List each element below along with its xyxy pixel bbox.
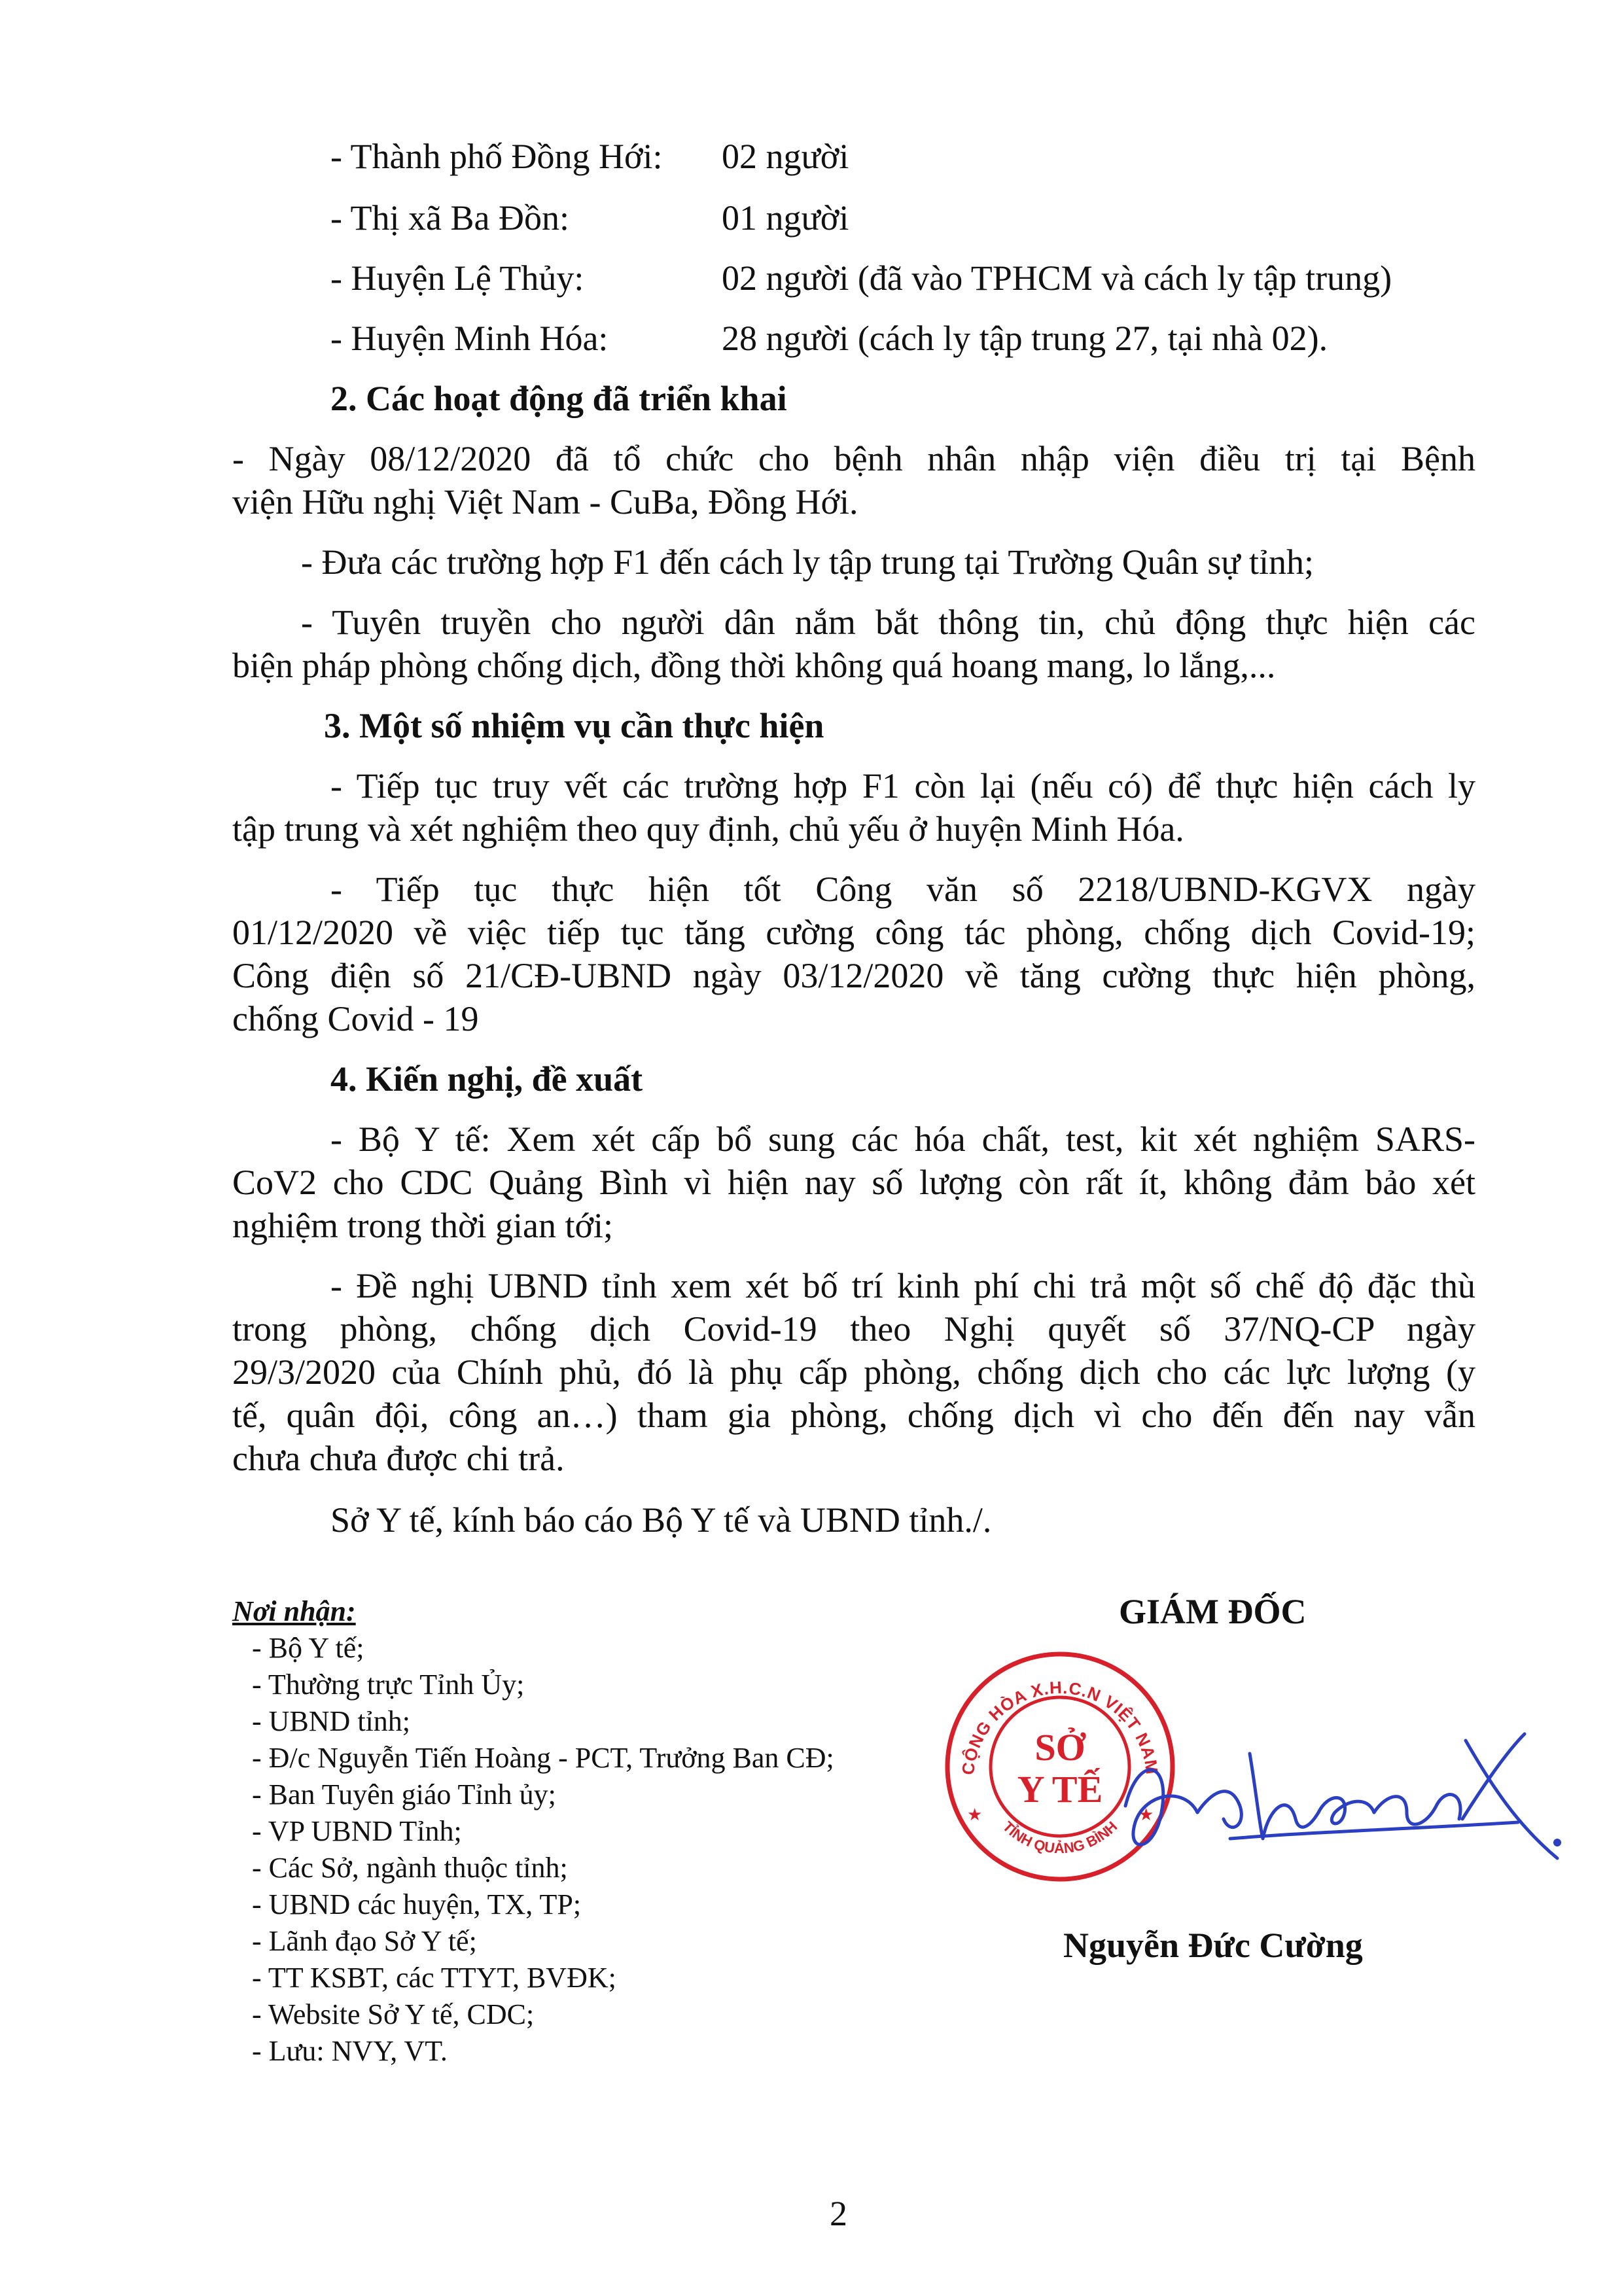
signer-title: GIÁM ĐỐC [1119, 1592, 1307, 1631]
seal-ring-text: CỘNG HÒA X.H.C.N VIỆT NAM [957, 1677, 1163, 1776]
recipient-item: - Thường trực Tỉnh Ủy; [252, 1669, 525, 1701]
recipient-item: - Lưu: NVY, VT. [252, 2035, 448, 2067]
district-value-2: 01 người [722, 198, 849, 238]
recipient-item: - Bộ Y tế; [252, 1632, 364, 1664]
section-2-heading: 2. Các hoạt động đã triển khai [330, 379, 787, 418]
district-name-3: - Huyện Lệ Thủy: [330, 258, 584, 298]
section-3-para-2-line-2: 01/12/2020 về việc tiếp tục tăng cường công tác phòng, chống dịch Covid-19; [232, 913, 1475, 952]
section-4-para-2-line-3: 29/3/2020 của Chính phủ, đó là phụ cấp phòng, chống dịch cho các lực lượng (y [232, 1352, 1475, 1392]
district-name-1: - Thành phố Đồng Hới: [330, 137, 663, 176]
section-3-heading: 3. Một số nhiệm vụ cần thực hiện [324, 706, 824, 745]
recipient-item: - TT KSBT, các TTYT, BVĐK; [252, 1962, 616, 1994]
section-3-para-2-line-1: - Tiếp tục thực hiện tốt Công văn số 2218/UBND-KGVX ngày [330, 870, 1475, 909]
recipient-item: - Đ/c Nguyễn Tiến Hoàng - PCT, Trưởng Ban CĐ; [252, 1742, 834, 1774]
recipient-item: - Ban Tuyên giáo Tỉnh ủy; [252, 1778, 556, 1810]
signer-name: Nguyễn Đức Cường [1063, 1926, 1363, 1965]
section-4-para-1-line-1: - Bộ Y tế: Xem xét cấp bổ sung các hóa chất, test, kit xét nghiệm SARS- [330, 1120, 1475, 1159]
section-4-para-2-line-4: tế, quân đội, công an…) tham gia phòng, chống dịch vì cho đến đến nay vẫn [232, 1396, 1475, 1435]
section-4-para-2-line-5: chưa chưa được chi trả. [232, 1439, 565, 1478]
seal-center-line-2: Y TẾ [1017, 1768, 1103, 1810]
recipient-item: - Các Sở, ngành thuộc tỉnh; [252, 1852, 568, 1884]
district-value-3: 02 người (đã vào TPHCM và cách ly tập trung) [722, 258, 1392, 298]
section-2-para-1-line-1: - Ngày 08/12/2020 đã tổ chức cho bệnh nhân nhập viện điều trị tại Bệnh [232, 439, 1475, 478]
section-2-para-2: - Đưa các trường hợp F1 đến cách ly tập trung tại Trường Quân sự tỉnh; [301, 542, 1314, 582]
closing-sentence: Sở Y tế, kính báo cáo Bộ Y tế và UBND tỉnh./. [330, 1500, 992, 1540]
section-3-para-2-line-3: Công điện số 21/CĐ-UBND ngày 03/12/2020 về tăng cường thực hiện phòng, [232, 956, 1475, 995]
handwritten-signature [1099, 1714, 1570, 1878]
district-name-4: - Huyện Minh Hóa: [330, 319, 609, 358]
district-name-2: - Thị xã Ba Đồn: [330, 198, 569, 238]
recipient-item: - Website Sở Y tế, CDC; [252, 1998, 535, 2030]
recipient-item: - VP UBND Tỉnh; [252, 1815, 462, 1847]
seal-star-left-icon: ★ [967, 1805, 983, 1825]
seal-bottom-text: TỈNH QUẢNG BÌNH [999, 1818, 1121, 1857]
section-4-para-1-line-3: nghiệm trong thời gian tới; [232, 1206, 614, 1245]
district-value-4: 28 người (cách ly tập trung 27, tại nhà 02). [722, 319, 1328, 358]
section-4-para-1-line-2: CoV2 cho CDC Quảng Bình vì hiện nay số lượng còn rất ít, không đảm bảo xét [232, 1163, 1475, 1202]
section-4-heading: 4. Kiến nghị, đề xuất [330, 1059, 643, 1099]
page-number: 2 [830, 2194, 847, 2233]
section-3-para-2-line-4: chống Covid - 19 [232, 999, 479, 1038]
district-value-1: 02 người [722, 137, 849, 176]
recipient-item: - UBND các huyện, TX, TP; [252, 1888, 582, 1920]
section-4-para-2-line-1: - Đề nghị UBND tỉnh xem xét bố trí kinh phí chi trả một số chế độ đặc thù [330, 1266, 1475, 1305]
section-4-para-2-line-2: trong phòng, chống dịch Covid-19 theo Nghị quyết số 37/NQ-CP ngày [232, 1309, 1475, 1349]
section-2-para-1-line-2: viện Hữu nghị Việt Nam - CuBa, Đồng Hới. [232, 482, 858, 521]
recipient-item: - UBND tỉnh; [252, 1705, 410, 1737]
recipient-item: - Lãnh đạo Sở Y tế; [252, 1925, 477, 1957]
section-2-para-3-line-2: biện pháp phòng chống dịch, đồng thời không quá hoang mang, lo lắng,... [232, 646, 1276, 685]
section-3-para-1-line-2: tập trung và xét nghiệm theo quy định, chủ yếu ở huyện Minh Hóa. [232, 809, 1184, 849]
seal-star-right-icon: ★ [1139, 1805, 1154, 1825]
section-2-para-3-line-1: - Tuyên truyền cho người dân nắm bắt thông tin, chủ động thực hiện các [301, 603, 1475, 642]
recipients-title: Nơi nhận: [232, 1595, 356, 1627]
section-3-para-1-line-1: - Tiếp tục truy vết các trường hợp F1 còn lại (nếu có) để thực hiện cách ly [330, 766, 1475, 805]
seal-center-line-1: SỞ [1034, 1726, 1086, 1769]
